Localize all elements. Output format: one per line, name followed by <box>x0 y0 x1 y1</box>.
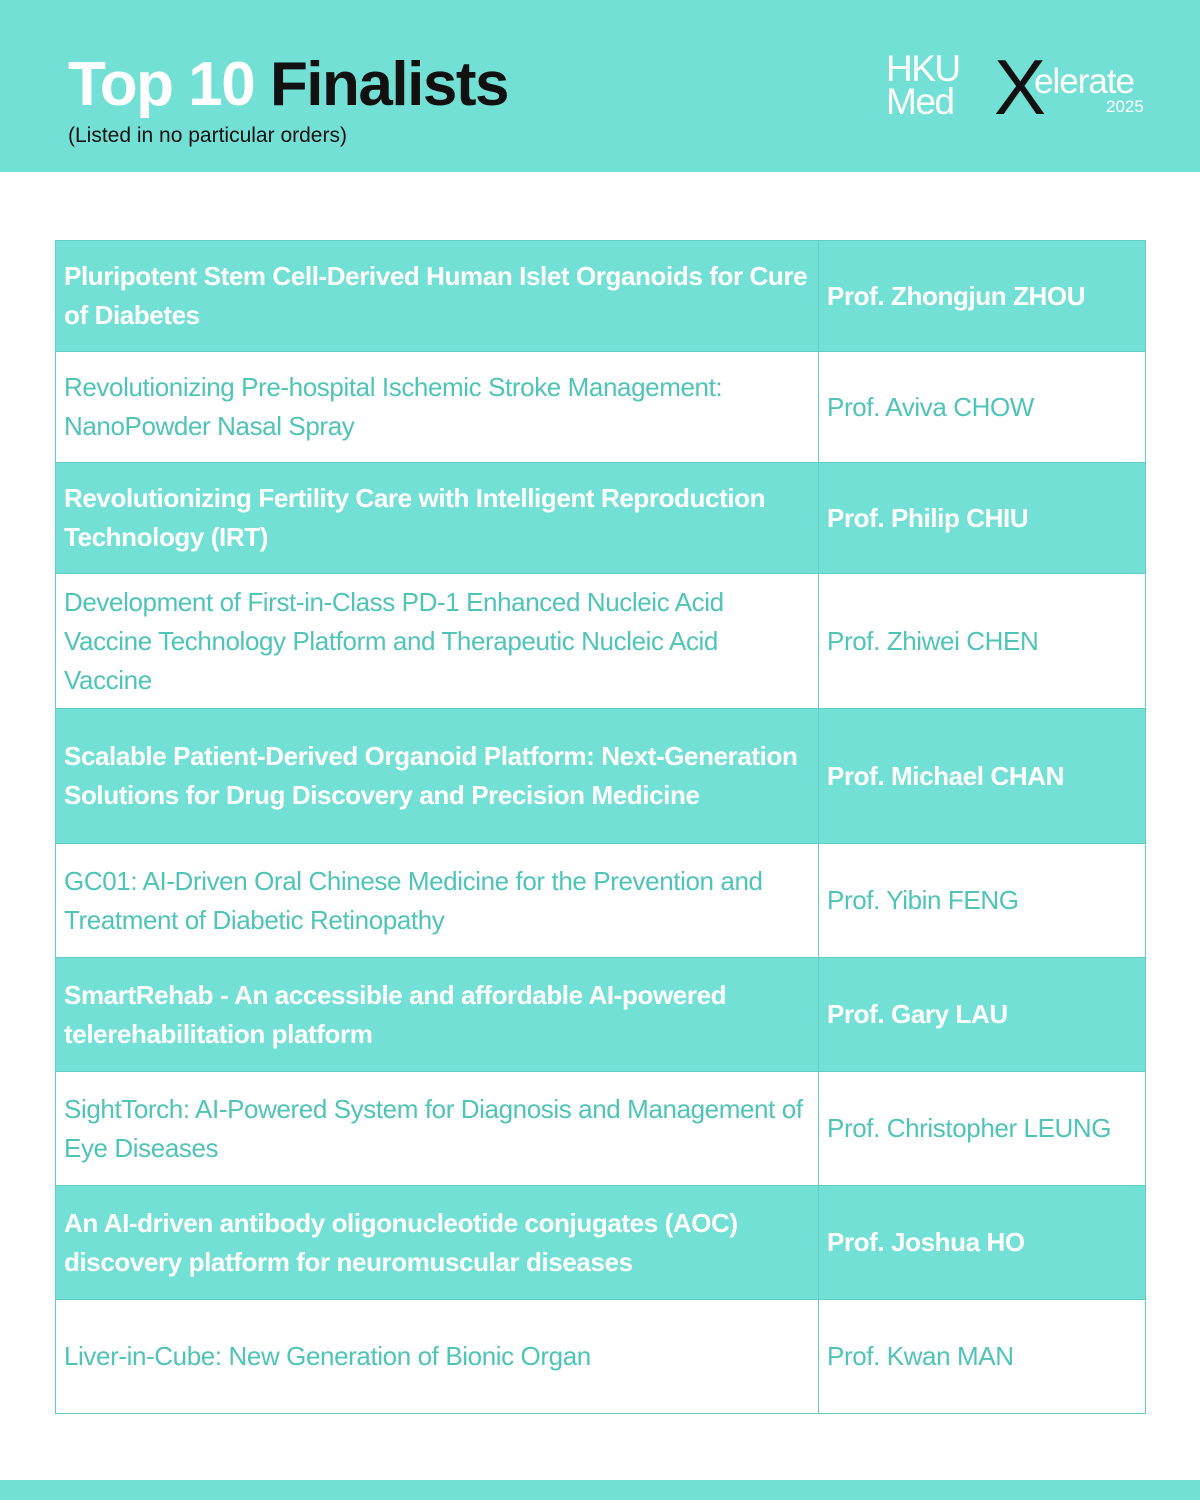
finalist-row <box>56 241 1146 352</box>
professor-name: Prof. Aviva CHOW <box>819 352 1146 463</box>
finalist-row <box>56 1300 1146 1414</box>
project-title: SmartRehab - An accessible and affordable AI-powered telerehabilitation platform <box>56 958 819 1072</box>
page-subtitle: (Listed in no particular orders) <box>68 124 347 147</box>
professor-name: Prof. Kwan MAN <box>819 1300 1146 1414</box>
professor-name: Prof. Christopher LEUNG <box>819 1072 1146 1186</box>
project-title: An AI-driven antibody oligonucleotide conjugates (AOC) discovery platform for neuromuscular diseases <box>56 1186 819 1300</box>
professor-name: Prof. Michael CHAN <box>819 709 1146 844</box>
footer-bar <box>0 1480 1200 1500</box>
professor-name: Prof. Zhongjun ZHOU <box>819 241 1146 352</box>
title-part-top10: Top 10 <box>68 50 255 119</box>
title-part-finalists: Finalists <box>269 50 508 119</box>
xelerate-logo-word: elerate <box>1034 62 1135 101</box>
finalist-row <box>56 574 1146 709</box>
xelerate-logo-x: X <box>994 43 1047 131</box>
project-title: Pluripotent Stem Cell-Derived Human Islet Organoids for Cure of Diabetes <box>56 241 819 352</box>
professor-name: Prof. Joshua HO <box>819 1186 1146 1300</box>
finalist-row <box>56 958 1146 1072</box>
logo-line-med: Med <box>886 81 954 122</box>
page-title <box>68 50 508 119</box>
project-title: Revolutionizing Pre-hospital Ischemic Stroke Management: NanoPowder Nasal Spray <box>56 352 819 463</box>
project-title: Revolutionizing Fertility Care with Intelligent Reproduction Technology (IRT) <box>56 463 819 574</box>
project-title: Liver-in-Cube: New Generation of Bionic Organ <box>56 1300 819 1414</box>
project-title: SightTorch: AI-Powered System for Diagnosis and Management of Eye Diseases <box>56 1072 819 1186</box>
professor-name: Prof. Zhiwei CHEN <box>819 574 1146 709</box>
finalist-row <box>56 1072 1146 1186</box>
hku-med-logo <box>886 48 960 122</box>
finalists-table <box>55 240 1146 1414</box>
logo-line-hku: HKU <box>886 48 960 89</box>
project-title: Development of First-in-Class PD-1 Enhanced Nucleic Acid Vaccine Technology Platform and Therapeutic Nucleic Acid Vaccine <box>56 574 819 709</box>
professor-name: Prof. Yibin FENG <box>819 844 1146 958</box>
professor-name: Prof. Gary LAU <box>819 958 1146 1072</box>
project-title: GC01: AI-Driven Oral Chinese Medicine for the Prevention and Treatment of Diabetic Retinopathy <box>56 844 819 958</box>
xelerate-logo-year: 2025 <box>1106 97 1144 116</box>
finalist-row <box>56 1186 1146 1300</box>
finalist-row <box>56 709 1146 844</box>
professor-name: Prof. Philip CHIU <box>819 463 1146 574</box>
finalist-row <box>56 352 1146 463</box>
finalist-row <box>56 463 1146 574</box>
finalist-row <box>56 844 1146 958</box>
project-title: Scalable Patient-Derived Organoid Platform: Next-Generation Solutions for Drug Discovery and Precision Medicine <box>56 709 819 844</box>
header-banner <box>0 0 1200 172</box>
